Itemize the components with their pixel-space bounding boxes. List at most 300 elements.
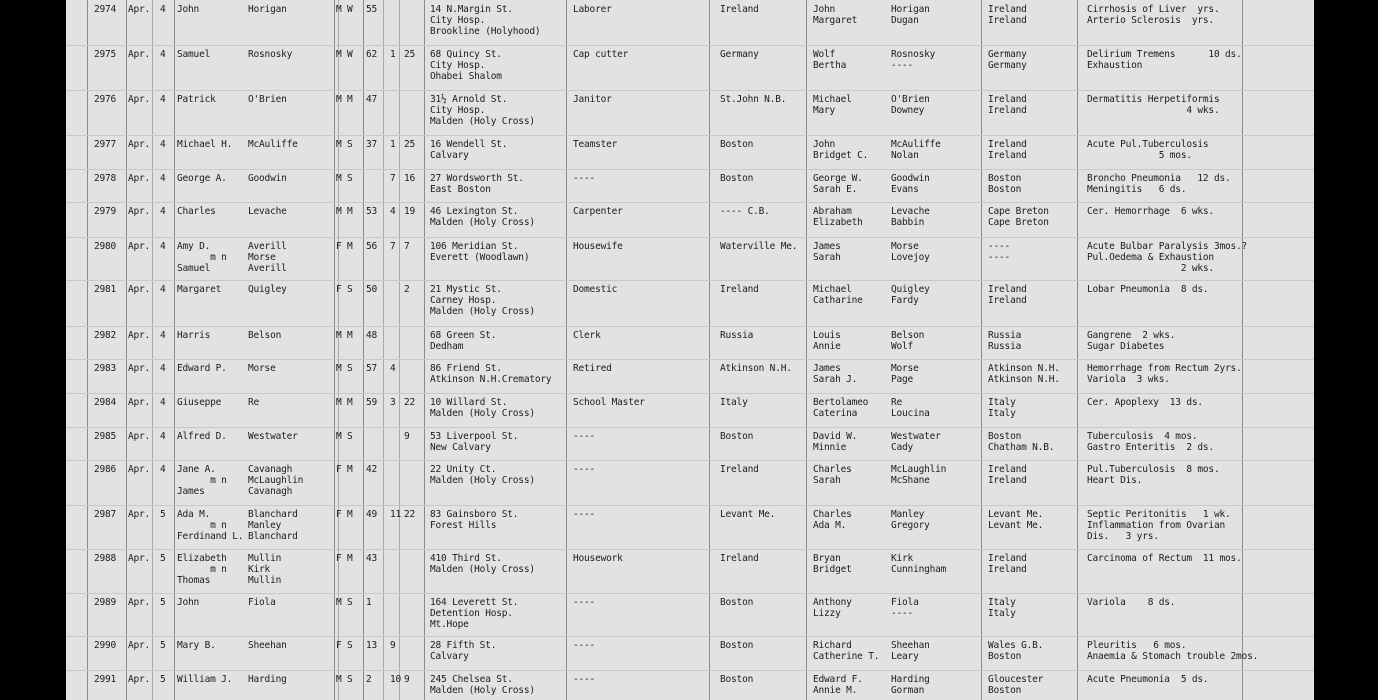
record-number: 2982 xyxy=(94,330,117,341)
occupation: Housewife xyxy=(573,241,623,252)
death-month: Apr. xyxy=(128,464,151,475)
residence-burial: Detention Hosp. xyxy=(430,608,513,620)
residence-burial: 68 Green St. xyxy=(430,330,497,341)
record-number: 2989 xyxy=(94,597,117,608)
record-number: 2990 xyxy=(94,640,117,651)
age-years: 37 xyxy=(366,139,378,150)
occupation: Laborer xyxy=(573,4,612,15)
sex-condition: M W xyxy=(336,49,353,60)
occupation: Retired xyxy=(573,363,612,374)
parent-given-names: Annie xyxy=(813,341,841,353)
parent-surnames: Re xyxy=(891,397,903,408)
occupation: Carpenter xyxy=(573,206,623,217)
cause-of-death: Pul.Tuberculosis 8 mos. xyxy=(1087,464,1220,475)
parent-surnames: Harding xyxy=(891,674,930,685)
cause-of-death: Variola 3 wks. xyxy=(1087,374,1170,386)
death-day: 4 xyxy=(160,139,166,150)
cause-of-death: Septic Peritonitis 1 wk. xyxy=(1087,509,1231,520)
age-years: 56 xyxy=(366,241,378,252)
death-month: Apr. xyxy=(128,206,151,217)
occupation: Teamster xyxy=(573,139,618,150)
parent-surnames: Loucina xyxy=(891,408,930,420)
residence-burial: 21 Mystic St. xyxy=(430,284,502,295)
parent-given-names: Sarah xyxy=(813,475,841,487)
parent-surnames: Sheehan xyxy=(891,640,930,651)
surname: Quigley xyxy=(248,284,287,295)
residence-burial: 83 Gainsboro St. xyxy=(430,509,519,520)
age-months: 1 xyxy=(390,49,396,60)
given-name: Ada M. xyxy=(177,509,211,520)
residence-burial: Calvary xyxy=(430,651,469,663)
given-name: Samuel xyxy=(177,263,211,275)
record-number: 2991 xyxy=(94,674,117,685)
residence-burial: Ohabei Shalom xyxy=(430,71,502,83)
birthplace: ---- C.B. xyxy=(720,206,770,217)
age-days: 25 xyxy=(404,49,416,60)
surname: Horigan xyxy=(248,4,287,15)
parent-surnames: Kirk xyxy=(891,553,914,564)
parent-birthplaces: Gloucester xyxy=(988,674,1044,685)
age-years: 13 xyxy=(366,640,378,651)
sex-condition: F M xyxy=(336,241,353,252)
occupation: Housework xyxy=(573,553,623,564)
parent-given-names: Bertha xyxy=(813,60,847,72)
parent-birthplaces: Germany xyxy=(988,60,1027,72)
given-name: m n xyxy=(177,252,227,264)
age-months: 4 xyxy=(390,363,396,374)
death-day: 4 xyxy=(160,206,166,217)
death-month: Apr. xyxy=(128,330,151,341)
record-number: 2974 xyxy=(94,4,117,15)
age-years: 47 xyxy=(366,94,378,105)
surname: Belson xyxy=(248,330,282,341)
surname: Cavanagh xyxy=(248,486,293,498)
parent-birthplaces: Germany xyxy=(988,49,1027,60)
age-months: 3 xyxy=(390,397,396,408)
parent-given-names: Louis xyxy=(813,330,841,341)
surname: Mullin xyxy=(248,553,282,564)
death-day: 4 xyxy=(160,94,166,105)
parent-surnames: Cady xyxy=(891,442,914,454)
birthplace: Germany xyxy=(720,49,759,60)
parent-surnames: Fardy xyxy=(891,295,919,307)
parent-birthplaces: Russia xyxy=(988,341,1022,353)
age-months: 7 xyxy=(390,173,396,184)
parent-surnames: ---- xyxy=(891,608,914,620)
parent-given-names: Elizabeth xyxy=(813,217,863,229)
row-separator xyxy=(66,636,1314,637)
parent-given-names: Michael xyxy=(813,284,852,295)
occupation: Clerk xyxy=(573,330,601,341)
parent-given-names: Edward F. xyxy=(813,674,863,685)
birthplace: Ireland xyxy=(720,4,759,15)
parent-given-names: Sarah E. xyxy=(813,184,858,196)
age-months: 7 xyxy=(390,241,396,252)
parent-birthplaces: Ireland xyxy=(988,139,1027,150)
parent-birthplaces: Boston xyxy=(988,173,1022,184)
residence-burial: East Boston xyxy=(430,184,491,196)
residence-burial: Forest Hills xyxy=(430,520,497,532)
death-month: Apr. xyxy=(128,674,151,685)
age-days: 7 xyxy=(404,241,410,252)
parent-surnames: Rosnosky xyxy=(891,49,936,60)
parent-surnames: Lovejoy xyxy=(891,252,930,264)
residence-burial: City Hosp. xyxy=(430,105,486,117)
cause-of-death: Carcinoma of Rectum 11 mos. xyxy=(1087,553,1242,564)
given-name: Giuseppe xyxy=(177,397,222,408)
residence-burial: 10 Willard St. xyxy=(430,397,508,408)
death-month: Apr. xyxy=(128,284,151,295)
birthplace: Waterville Me. xyxy=(720,241,798,252)
surname: Averill xyxy=(248,263,287,275)
parent-given-names: Catherine T. xyxy=(813,651,880,663)
parent-given-names: James xyxy=(813,241,841,252)
death-month: Apr. xyxy=(128,139,151,150)
parent-surnames: Babbin xyxy=(891,217,925,229)
row-separator xyxy=(66,505,1314,506)
cause-of-death: Acute Pneumonia 5 ds. xyxy=(1087,674,1209,685)
surname: Blanchard xyxy=(248,531,298,543)
death-month: Apr. xyxy=(128,640,151,651)
cause-of-death: Hemorrhage from Rectum 2yrs. xyxy=(1087,363,1242,374)
death-day: 4 xyxy=(160,241,166,252)
death-month: Apr. xyxy=(128,4,151,15)
parent-surnames: Fiola xyxy=(891,597,919,608)
surname: Westwater xyxy=(248,431,298,442)
parent-given-names: George W. xyxy=(813,173,863,184)
death-day: 4 xyxy=(160,330,166,341)
residence-burial: 68 Quincy St. xyxy=(430,49,502,60)
death-day: 4 xyxy=(160,49,166,60)
death-month: Apr. xyxy=(128,509,151,520)
given-name: Charles xyxy=(177,206,216,217)
given-name: Amy D. xyxy=(177,241,211,252)
residence-burial: Atkinson N.H.Crematory xyxy=(430,374,552,386)
parent-birthplaces: Ireland xyxy=(988,564,1027,576)
residence-burial: Dedham xyxy=(430,341,464,353)
record-number: 2976 xyxy=(94,94,117,105)
cause-of-death: Meningitis 6 ds. xyxy=(1087,184,1187,196)
register-page xyxy=(66,0,1314,700)
occupation: Cap cutter xyxy=(573,49,629,60)
age-years: 48 xyxy=(366,330,378,341)
sex-condition: F M xyxy=(336,553,353,564)
age-days: 16 xyxy=(404,173,416,184)
cause-of-death: 2 wks. xyxy=(1087,263,1214,275)
age-years: 2 xyxy=(366,674,372,685)
age-years: 55 xyxy=(366,4,378,15)
row-separator xyxy=(66,237,1314,238)
death-day: 5 xyxy=(160,640,166,651)
parent-birthplaces: Italy xyxy=(988,608,1016,620)
birthplace: Levant Me. xyxy=(720,509,776,520)
residence-burial: 31½ Arnold St. xyxy=(430,94,508,105)
parent-surnames: ---- xyxy=(891,60,914,72)
age-years: 59 xyxy=(366,397,378,408)
age-months: 1 xyxy=(390,139,396,150)
record-number: 2975 xyxy=(94,49,117,60)
parent-given-names: David W. xyxy=(813,431,858,442)
death-day: 5 xyxy=(160,597,166,608)
surname: Averill xyxy=(248,241,287,252)
sex-condition: M M xyxy=(336,330,353,341)
residence-burial: Malden (Holy Cross) xyxy=(430,306,535,318)
parent-surnames: McShane xyxy=(891,475,930,487)
parent-birthplaces: Ireland xyxy=(988,4,1027,15)
occupation: Janitor xyxy=(573,94,612,105)
parent-surnames: O'Brien xyxy=(891,94,930,105)
surname: McAuliffe xyxy=(248,139,298,150)
parent-birthplaces: Ireland xyxy=(988,15,1027,27)
birthplace: Ireland xyxy=(720,464,759,475)
sex-condition: M S xyxy=(336,431,353,442)
residence-burial: Calvary xyxy=(430,150,469,162)
surname: Kirk xyxy=(248,564,271,576)
given-name: m n xyxy=(177,520,227,532)
cause-of-death: Gangrene 2 wks. xyxy=(1087,330,1176,341)
parent-birthplaces: Ireland xyxy=(988,553,1027,564)
residence-burial: 14 N.Margin St. xyxy=(430,4,513,15)
age-days: 9 xyxy=(404,674,410,685)
parent-given-names: Sarah xyxy=(813,252,841,264)
birthplace: Ireland xyxy=(720,284,759,295)
sex-condition: M S xyxy=(336,363,353,374)
death-month: Apr. xyxy=(128,597,151,608)
row-separator xyxy=(66,593,1314,594)
sex-condition: F S xyxy=(336,640,353,651)
parent-given-names: Bridget C. xyxy=(813,150,869,162)
residence-burial: 28 Fifth St. xyxy=(430,640,497,651)
death-day: 4 xyxy=(160,464,166,475)
row-separator xyxy=(66,169,1314,170)
record-number: 2987 xyxy=(94,509,117,520)
parent-birthplaces: Italy xyxy=(988,397,1016,408)
parent-surnames: Evans xyxy=(891,184,919,196)
parent-given-names: Minnie xyxy=(813,442,847,454)
parent-surnames: Leary xyxy=(891,651,919,663)
cause-of-death: Anaemia & Stomach trouble 2mos. xyxy=(1087,651,1259,663)
birthplace: Boston xyxy=(720,139,754,150)
given-name: m n xyxy=(177,564,227,576)
parent-birthplaces: Ireland xyxy=(988,475,1027,487)
parent-surnames: Morse xyxy=(891,241,919,252)
residence-burial: Malden (Holy Cross) xyxy=(430,685,535,697)
cause-of-death: Pul.Oedema & Exhaustion xyxy=(1087,252,1214,264)
given-name: Ferdinand L. xyxy=(177,531,244,543)
parent-surnames: Downey xyxy=(891,105,925,117)
parent-given-names: James xyxy=(813,363,841,374)
residence-burial: Mt.Hope xyxy=(430,619,469,631)
residence-burial: New Calvary xyxy=(430,442,491,454)
record-number: 2978 xyxy=(94,173,117,184)
surname: Goodwin xyxy=(248,173,287,184)
sex-condition: F M xyxy=(336,464,353,475)
age-years: 49 xyxy=(366,509,378,520)
parent-surnames: Dugan xyxy=(891,15,919,27)
residence-burial: 53 Liverpool St. xyxy=(430,431,519,442)
given-name: Thomas xyxy=(177,575,211,587)
given-name: George A. xyxy=(177,173,227,184)
age-years: 53 xyxy=(366,206,378,217)
given-name: John xyxy=(177,597,200,608)
birthplace: Boston xyxy=(720,597,754,608)
sex-condition: M W xyxy=(336,4,353,15)
given-name: Jane A. xyxy=(177,464,216,475)
death-month: Apr. xyxy=(128,241,151,252)
death-day: 4 xyxy=(160,284,166,295)
row-separator xyxy=(66,326,1314,327)
occupation: ---- xyxy=(573,173,596,184)
birthplace: Russia xyxy=(720,330,754,341)
parent-surnames: Horigan xyxy=(891,4,930,15)
parent-birthplaces: Italy xyxy=(988,408,1016,420)
birthplace: Atkinson N.H. xyxy=(720,363,792,374)
parent-given-names: Mary xyxy=(813,105,836,117)
age-years: 62 xyxy=(366,49,378,60)
residence-burial: 164 Leverett St. xyxy=(430,597,519,608)
age-days: 19 xyxy=(404,206,416,217)
parent-birthplaces: Cape Breton xyxy=(988,206,1049,217)
birthplace: Italy xyxy=(720,397,748,408)
cause-of-death: 5 mos. xyxy=(1087,150,1192,162)
cause-of-death: Lobar Pneumonia 8 ds. xyxy=(1087,284,1209,295)
age-years: 50 xyxy=(366,284,378,295)
given-name: Elizabeth xyxy=(177,553,227,564)
parent-given-names: Bridget xyxy=(813,564,852,576)
parent-birthplaces: Russia xyxy=(988,330,1022,341)
death-month: Apr. xyxy=(128,431,151,442)
given-name: m n xyxy=(177,475,227,487)
occupation: ---- xyxy=(573,464,596,475)
given-name: Patrick xyxy=(177,94,216,105)
cause-of-death: Inflammation from Ovarian xyxy=(1087,520,1225,532)
parent-surnames: Belson xyxy=(891,330,925,341)
surname: Fiola xyxy=(248,597,276,608)
parent-birthplaces: Ireland xyxy=(988,150,1027,162)
age-days: 22 xyxy=(404,509,416,520)
given-name: Mary B. xyxy=(177,640,216,651)
given-name: Margaret xyxy=(177,284,222,295)
parent-birthplaces: Chatham N.B. xyxy=(988,442,1055,454)
given-name: Edward P. xyxy=(177,363,227,374)
parent-birthplaces: ---- xyxy=(988,252,1011,264)
cause-of-death: Pleuritis 6 mos. xyxy=(1087,640,1187,651)
death-month: Apr. xyxy=(128,553,151,564)
row-separator xyxy=(66,90,1314,91)
residence-burial: 245 Chelsea St. xyxy=(430,674,513,685)
cause-of-death: Delirium Tremens 10 ds. xyxy=(1087,49,1242,60)
parent-surnames: Westwater xyxy=(891,431,941,442)
parent-birthplaces: Levant Me. xyxy=(988,509,1044,520)
record-number: 2984 xyxy=(94,397,117,408)
death-month: Apr. xyxy=(128,49,151,60)
sex-condition: F M xyxy=(336,509,353,520)
parent-given-names: Abraham xyxy=(813,206,852,217)
row-separator xyxy=(66,549,1314,550)
cause-of-death: Broncho Pneumonia 12 ds. xyxy=(1087,173,1231,184)
residence-burial: 16 Wendell St. xyxy=(430,139,508,150)
parent-given-names: Ada M. xyxy=(813,520,847,532)
row-separator xyxy=(66,359,1314,360)
surname: Morse xyxy=(248,252,276,264)
surname: Re xyxy=(248,397,260,408)
residence-burial: Malden (Holy Cross) xyxy=(430,217,535,229)
sex-condition: M M xyxy=(336,94,353,105)
row-separator xyxy=(66,135,1314,136)
sex-condition: M S xyxy=(336,674,353,685)
parent-surnames: McAuliffe xyxy=(891,139,941,150)
age-years: 1 xyxy=(366,597,372,608)
parent-surnames: Gorman xyxy=(891,685,925,697)
residence-burial: 22 Unity Ct. xyxy=(430,464,497,475)
residence-burial: Malden (Holy Cross) xyxy=(430,475,535,487)
parent-surnames: Cunningham xyxy=(891,564,947,576)
parent-given-names: John xyxy=(813,139,836,150)
given-name: William J. xyxy=(177,674,233,685)
parent-given-names: Bertolameo xyxy=(813,397,869,408)
cause-of-death: Dermatitis Herpetiformis xyxy=(1087,94,1220,105)
parent-birthplaces: Atkinson N.H. xyxy=(988,374,1060,386)
surname: Morse xyxy=(248,363,276,374)
parent-surnames: Levache xyxy=(891,206,930,217)
parent-birthplaces: Ireland xyxy=(988,295,1027,307)
parent-birthplaces: Boston xyxy=(988,685,1022,697)
cause-of-death: Sugar Diabetes xyxy=(1087,341,1165,353)
given-name: James xyxy=(177,486,205,498)
sex-condition: M M xyxy=(336,206,353,217)
cause-of-death: Tuberculosis 4 mos. xyxy=(1087,431,1198,442)
death-day: 5 xyxy=(160,674,166,685)
residence-burial: 27 Wordsworth St. xyxy=(430,173,524,184)
parent-given-names: Charles xyxy=(813,464,852,475)
record-number: 2988 xyxy=(94,553,117,564)
parent-given-names: Annie M. xyxy=(813,685,858,697)
cause-of-death: Heart Dis. xyxy=(1087,475,1143,487)
surname: Blanchard xyxy=(248,509,298,520)
residence-burial: Brookline (Holyhood) xyxy=(430,26,541,38)
occupation: School Master xyxy=(573,397,645,408)
residence-burial: City Hosp. xyxy=(430,15,486,27)
row-separator xyxy=(66,670,1314,671)
record-number: 2977 xyxy=(94,139,117,150)
death-day: 5 xyxy=(160,509,166,520)
row-separator xyxy=(66,427,1314,428)
age-years: 42 xyxy=(366,464,378,475)
occupation: ---- xyxy=(573,431,596,442)
birthplace: Boston xyxy=(720,431,754,442)
death-month: Apr. xyxy=(128,173,151,184)
cause-of-death: Gastro Enteritis 2 ds. xyxy=(1087,442,1214,454)
age-months: 10 xyxy=(390,674,402,685)
death-month: Apr. xyxy=(128,363,151,374)
parent-given-names: Caterina xyxy=(813,408,858,420)
surname: Manley xyxy=(248,520,282,532)
age-months: 11 xyxy=(390,509,402,520)
given-name: Alfred D. xyxy=(177,431,227,442)
parent-surnames: Page xyxy=(891,374,914,386)
age-months: 9 xyxy=(390,640,396,651)
parent-birthplaces: Italy xyxy=(988,597,1016,608)
parent-surnames: Morse xyxy=(891,363,919,374)
parent-given-names: Anthony xyxy=(813,597,852,608)
parent-given-names: Charles xyxy=(813,509,852,520)
cause-of-death: Acute Bulbar Paralysis 3mos.? xyxy=(1087,241,1248,252)
parent-surnames: Manley xyxy=(891,509,925,520)
parent-given-names: Lizzy xyxy=(813,608,841,620)
residence-burial: Malden (Holy Cross) xyxy=(430,408,535,420)
parent-surnames: Quigley xyxy=(891,284,930,295)
parent-surnames: Nolan xyxy=(891,150,919,162)
